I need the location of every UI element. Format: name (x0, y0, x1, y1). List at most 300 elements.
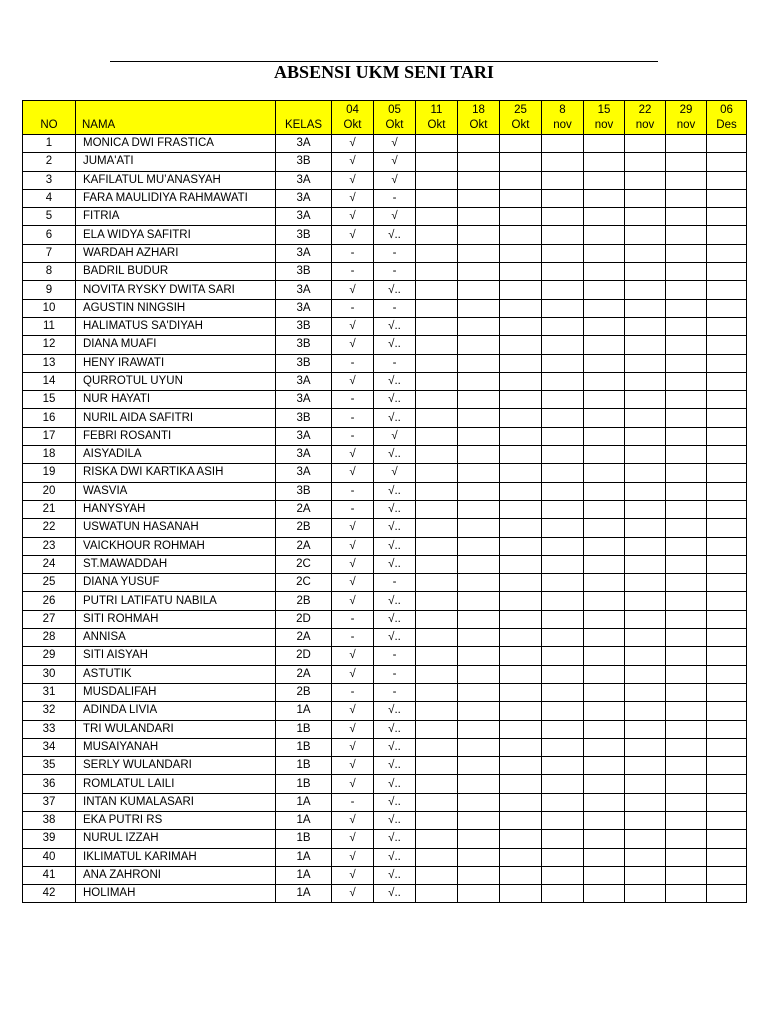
cell-attendance (584, 446, 625, 464)
header-date-day: 06 (720, 104, 733, 116)
cell-attendance (666, 757, 707, 775)
cell-attendance (584, 555, 625, 573)
cell-attendance (500, 317, 542, 335)
cell-attendance (584, 665, 625, 683)
cell-attendance (625, 226, 666, 244)
table-row (23, 427, 747, 445)
cell-kelas: 3B (276, 153, 332, 171)
header-date (332, 101, 374, 135)
cell-attendance (500, 720, 542, 738)
cell-no: 12 (23, 336, 76, 354)
cell-attendance (542, 647, 584, 665)
cell-nama: ANNISA (76, 629, 276, 647)
cell-attendance (666, 592, 707, 610)
table-body (23, 135, 747, 903)
cell-attendance (416, 519, 458, 537)
cell-kelas: 3A (276, 391, 332, 409)
cell-attendance (458, 720, 500, 738)
cell-attendance (458, 189, 500, 207)
table-row (23, 848, 747, 866)
cell-attendance (584, 647, 625, 665)
cell-attendance: - (332, 354, 374, 372)
cell-attendance (500, 775, 542, 793)
table-row (23, 720, 747, 738)
cell-attendance (625, 446, 666, 464)
cell-attendance (458, 336, 500, 354)
cell-attendance (416, 281, 458, 299)
cell-attendance: √ (332, 555, 374, 573)
cell-nama: MUSAIYANAH (76, 738, 276, 756)
cell-no: 30 (23, 665, 76, 683)
cell-attendance (500, 482, 542, 500)
cell-attendance (584, 775, 625, 793)
cell-attendance (707, 427, 747, 445)
cell-attendance (416, 683, 458, 701)
cell-attendance (666, 775, 707, 793)
cell-attendance (625, 354, 666, 372)
cell-attendance (416, 866, 458, 884)
cell-attendance: - (332, 683, 374, 701)
cell-attendance (542, 885, 584, 903)
cell-attendance (458, 171, 500, 189)
cell-attendance (542, 171, 584, 189)
cell-attendance (416, 537, 458, 555)
cell-attendance (416, 793, 458, 811)
cell-attendance: √.. (374, 537, 416, 555)
cell-attendance (500, 189, 542, 207)
cell-nama: MONICA DWI FRASTICA (76, 135, 276, 153)
cell-attendance: - (332, 500, 374, 518)
cell-attendance (500, 683, 542, 701)
cell-attendance (458, 811, 500, 829)
cell-attendance (584, 135, 625, 153)
cell-kelas: 2A (276, 665, 332, 683)
header-date-month: Okt (427, 119, 446, 131)
cell-attendance (666, 702, 707, 720)
cell-attendance: - (332, 244, 374, 262)
cell-attendance: - (374, 683, 416, 701)
cell-attendance (458, 519, 500, 537)
cell-attendance: √.. (374, 811, 416, 829)
cell-attendance (666, 189, 707, 207)
cell-attendance (625, 171, 666, 189)
cell-nama: HOLIMAH (76, 885, 276, 903)
cell-attendance (458, 409, 500, 427)
cell-attendance (625, 537, 666, 555)
cell-attendance: √.. (374, 793, 416, 811)
header-date-month: Okt (385, 119, 404, 131)
cell-attendance (500, 519, 542, 537)
cell-attendance (625, 482, 666, 500)
cell-attendance (458, 775, 500, 793)
cell-attendance (625, 830, 666, 848)
cell-attendance (707, 244, 747, 262)
cell-attendance (542, 446, 584, 464)
table-row (23, 135, 747, 153)
cell-attendance: √ (332, 208, 374, 226)
cell-attendance: √ (374, 135, 416, 153)
cell-attendance: √ (332, 171, 374, 189)
cell-attendance (416, 848, 458, 866)
cell-nama: KAFILATUL MU’ANASYAH (76, 171, 276, 189)
cell-attendance (416, 299, 458, 317)
cell-attendance (542, 464, 584, 482)
table-row (23, 391, 747, 409)
cell-attendance (416, 464, 458, 482)
table-row (23, 775, 747, 793)
cell-attendance (584, 464, 625, 482)
cell-attendance (542, 830, 584, 848)
cell-attendance (625, 885, 666, 903)
cell-attendance: √ (332, 446, 374, 464)
table-row (23, 153, 747, 171)
cell-attendance: √ (332, 226, 374, 244)
cell-attendance (584, 738, 625, 756)
cell-no: 24 (23, 555, 76, 573)
cell-attendance: √ (332, 702, 374, 720)
cell-attendance (584, 263, 625, 281)
cell-attendance (458, 281, 500, 299)
header-date (707, 101, 747, 135)
cell-attendance (666, 500, 707, 518)
cell-attendance (416, 757, 458, 775)
cell-attendance: √.. (374, 775, 416, 793)
cell-no: 13 (23, 354, 76, 372)
cell-attendance (458, 592, 500, 610)
cell-nama: NUR HAYATI (76, 391, 276, 409)
cell-attendance: - (332, 629, 374, 647)
cell-nama: SITI ROHMAH (76, 610, 276, 628)
cell-attendance (625, 866, 666, 884)
cell-attendance (625, 281, 666, 299)
table-row (23, 244, 747, 262)
cell-no: 8 (23, 263, 76, 281)
cell-attendance (500, 427, 542, 445)
cell-attendance (542, 793, 584, 811)
cell-attendance (458, 629, 500, 647)
cell-attendance (584, 153, 625, 171)
cell-attendance (584, 793, 625, 811)
cell-attendance (707, 665, 747, 683)
cell-attendance (707, 720, 747, 738)
cell-attendance (625, 427, 666, 445)
cell-attendance (707, 848, 747, 866)
cell-attendance (500, 647, 542, 665)
cell-attendance (500, 336, 542, 354)
cell-attendance: √ (332, 757, 374, 775)
cell-nama: SITI AISYAH (76, 647, 276, 665)
cell-attendance (666, 336, 707, 354)
header-no: NO (23, 101, 76, 135)
cell-attendance (625, 848, 666, 866)
cell-nama: QURROTUL UYUN (76, 372, 276, 390)
cell-attendance (500, 592, 542, 610)
table-row (23, 500, 747, 518)
cell-attendance (707, 885, 747, 903)
cell-nama: ROMLATUL LAILI (76, 775, 276, 793)
cell-attendance (625, 720, 666, 738)
cell-attendance (542, 299, 584, 317)
cell-attendance (666, 665, 707, 683)
cell-no: 31 (23, 683, 76, 701)
cell-attendance (542, 592, 584, 610)
cell-attendance (542, 848, 584, 866)
cell-attendance (666, 171, 707, 189)
cell-attendance (584, 281, 625, 299)
table-row (23, 208, 747, 226)
cell-attendance (500, 171, 542, 189)
cell-attendance (707, 610, 747, 628)
cell-kelas: 2A (276, 537, 332, 555)
header-date-day: 22 (638, 104, 652, 116)
cell-attendance (707, 629, 747, 647)
cell-attendance (666, 830, 707, 848)
cell-attendance: √ (332, 537, 374, 555)
cell-no: 20 (23, 482, 76, 500)
cell-attendance (542, 775, 584, 793)
cell-attendance (666, 446, 707, 464)
cell-attendance: √ (332, 720, 374, 738)
cell-attendance (500, 757, 542, 775)
table-row (23, 793, 747, 811)
cell-attendance (500, 555, 542, 573)
cell-attendance (500, 738, 542, 756)
cell-attendance (625, 775, 666, 793)
cell-attendance (666, 647, 707, 665)
cell-attendance (666, 885, 707, 903)
cell-no: 27 (23, 610, 76, 628)
cell-attendance (458, 830, 500, 848)
cell-nama: BADRIL BUDUR (76, 263, 276, 281)
cell-kelas: 2D (276, 647, 332, 665)
cell-attendance (416, 336, 458, 354)
cell-attendance (500, 811, 542, 829)
cell-attendance (584, 244, 625, 262)
cell-attendance (625, 683, 666, 701)
cell-kelas: 2B (276, 519, 332, 537)
cell-attendance (625, 793, 666, 811)
header-date (458, 101, 500, 135)
cell-attendance (416, 208, 458, 226)
cell-attendance (500, 372, 542, 390)
cell-attendance (666, 427, 707, 445)
cell-attendance: √ (332, 830, 374, 848)
cell-no: 10 (23, 299, 76, 317)
header-date (542, 101, 584, 135)
cell-attendance (584, 866, 625, 884)
cell-kelas: 3A (276, 244, 332, 262)
cell-attendance (500, 299, 542, 317)
table-row (23, 409, 747, 427)
cell-attendance: √ (332, 665, 374, 683)
cell-attendance (584, 391, 625, 409)
cell-attendance (458, 500, 500, 518)
cell-attendance (707, 500, 747, 518)
cell-nama: AGUSTIN NINGSIH (76, 299, 276, 317)
cell-attendance: √ (332, 811, 374, 829)
header-date-month: Okt (343, 119, 362, 131)
cell-attendance (458, 372, 500, 390)
cell-attendance (666, 482, 707, 500)
cell-attendance (625, 757, 666, 775)
header-date-month: nov (635, 119, 655, 131)
cell-attendance: √.. (374, 281, 416, 299)
cell-kelas: 3B (276, 409, 332, 427)
cell-nama: WASVIA (76, 482, 276, 500)
cell-attendance (625, 702, 666, 720)
cell-attendance (666, 263, 707, 281)
cell-attendance (625, 500, 666, 518)
cell-attendance (666, 555, 707, 573)
cell-attendance (542, 354, 584, 372)
cell-no: 2 (23, 153, 76, 171)
cell-attendance (707, 757, 747, 775)
cell-nama: DIANA YUSUF (76, 574, 276, 592)
cell-attendance (707, 299, 747, 317)
cell-nama: FITRIA (76, 208, 276, 226)
cell-attendance (500, 702, 542, 720)
cell-attendance (458, 226, 500, 244)
table-row (23, 519, 747, 537)
cell-attendance (416, 135, 458, 153)
cell-attendance (584, 208, 625, 226)
cell-attendance (458, 354, 500, 372)
cell-kelas: 3A (276, 208, 332, 226)
cell-attendance (416, 574, 458, 592)
cell-attendance (666, 354, 707, 372)
cell-no: 39 (23, 830, 76, 848)
cell-attendance (584, 610, 625, 628)
cell-attendance: √.. (374, 372, 416, 390)
table-row (23, 702, 747, 720)
cell-attendance (666, 244, 707, 262)
header-date-day: 11 (430, 104, 443, 116)
table-row (23, 592, 747, 610)
cell-attendance (500, 885, 542, 903)
cell-attendance (458, 574, 500, 592)
table-row (23, 226, 747, 244)
cell-attendance (707, 647, 747, 665)
cell-attendance: √ (332, 848, 374, 866)
cell-attendance: - (332, 610, 374, 628)
cell-attendance (416, 738, 458, 756)
cell-attendance (625, 629, 666, 647)
cell-attendance (666, 226, 707, 244)
cell-attendance (416, 244, 458, 262)
table-row (23, 464, 747, 482)
cell-attendance (416, 647, 458, 665)
cell-nama: ANA ZAHRONI (76, 866, 276, 884)
cell-attendance (458, 263, 500, 281)
cell-attendance: √.. (374, 226, 416, 244)
cell-attendance (666, 299, 707, 317)
cell-attendance: √.. (374, 391, 416, 409)
cell-kelas: 2C (276, 574, 332, 592)
cell-attendance (584, 336, 625, 354)
cell-attendance (416, 171, 458, 189)
table-row (23, 446, 747, 464)
cell-attendance (707, 830, 747, 848)
cell-attendance (584, 757, 625, 775)
cell-attendance: √ (374, 171, 416, 189)
cell-no: 35 (23, 757, 76, 775)
cell-attendance: √ (332, 372, 374, 390)
cell-attendance (416, 555, 458, 573)
cell-nama: ST.MAWADDAH (76, 555, 276, 573)
cell-attendance (500, 391, 542, 409)
cell-attendance (707, 464, 747, 482)
cell-attendance (542, 866, 584, 884)
header-date (374, 101, 416, 135)
table-row (23, 574, 747, 592)
cell-nama: HANYSYAH (76, 500, 276, 518)
cell-attendance (707, 519, 747, 537)
cell-attendance: √.. (374, 757, 416, 775)
cell-attendance (666, 629, 707, 647)
cell-kelas: 2B (276, 683, 332, 701)
cell-nama: VAICKHOUR ROHMAH (76, 537, 276, 555)
cell-attendance (707, 482, 747, 500)
cell-no: 37 (23, 793, 76, 811)
cell-attendance (416, 354, 458, 372)
cell-attendance (458, 135, 500, 153)
cell-no: 40 (23, 848, 76, 866)
cell-attendance (584, 885, 625, 903)
cell-attendance: - (374, 263, 416, 281)
cell-kelas: 2A (276, 629, 332, 647)
cell-attendance (707, 135, 747, 153)
cell-attendance (500, 848, 542, 866)
cell-attendance (542, 226, 584, 244)
cell-no: 1 (23, 135, 76, 153)
cell-attendance (666, 610, 707, 628)
cell-attendance (666, 317, 707, 335)
cell-attendance (707, 263, 747, 281)
cell-kelas: 3A (276, 189, 332, 207)
cell-attendance (542, 244, 584, 262)
cell-attendance: - (332, 427, 374, 445)
cell-nama: ADINDA LIVIA (76, 702, 276, 720)
cell-attendance (500, 208, 542, 226)
cell-attendance (625, 574, 666, 592)
cell-attendance: - (374, 299, 416, 317)
cell-attendance (625, 317, 666, 335)
cell-attendance (707, 738, 747, 756)
cell-attendance (625, 647, 666, 665)
cell-attendance (500, 574, 542, 592)
header-date-day: 25 (514, 104, 527, 116)
cell-kelas: 3A (276, 281, 332, 299)
table-row (23, 738, 747, 756)
cell-attendance (625, 153, 666, 171)
cell-attendance (542, 317, 584, 335)
cell-attendance (625, 464, 666, 482)
cell-attendance (416, 427, 458, 445)
header-date (666, 101, 707, 135)
header-date (584, 101, 625, 135)
cell-attendance (666, 409, 707, 427)
cell-attendance (416, 409, 458, 427)
cell-attendance (666, 720, 707, 738)
header-date (416, 101, 458, 135)
cell-attendance: - (374, 354, 416, 372)
cell-nama: AISYADILA (76, 446, 276, 464)
cell-attendance (707, 446, 747, 464)
cell-no: 32 (23, 702, 76, 720)
cell-attendance (707, 683, 747, 701)
cell-attendance (416, 226, 458, 244)
cell-no: 5 (23, 208, 76, 226)
